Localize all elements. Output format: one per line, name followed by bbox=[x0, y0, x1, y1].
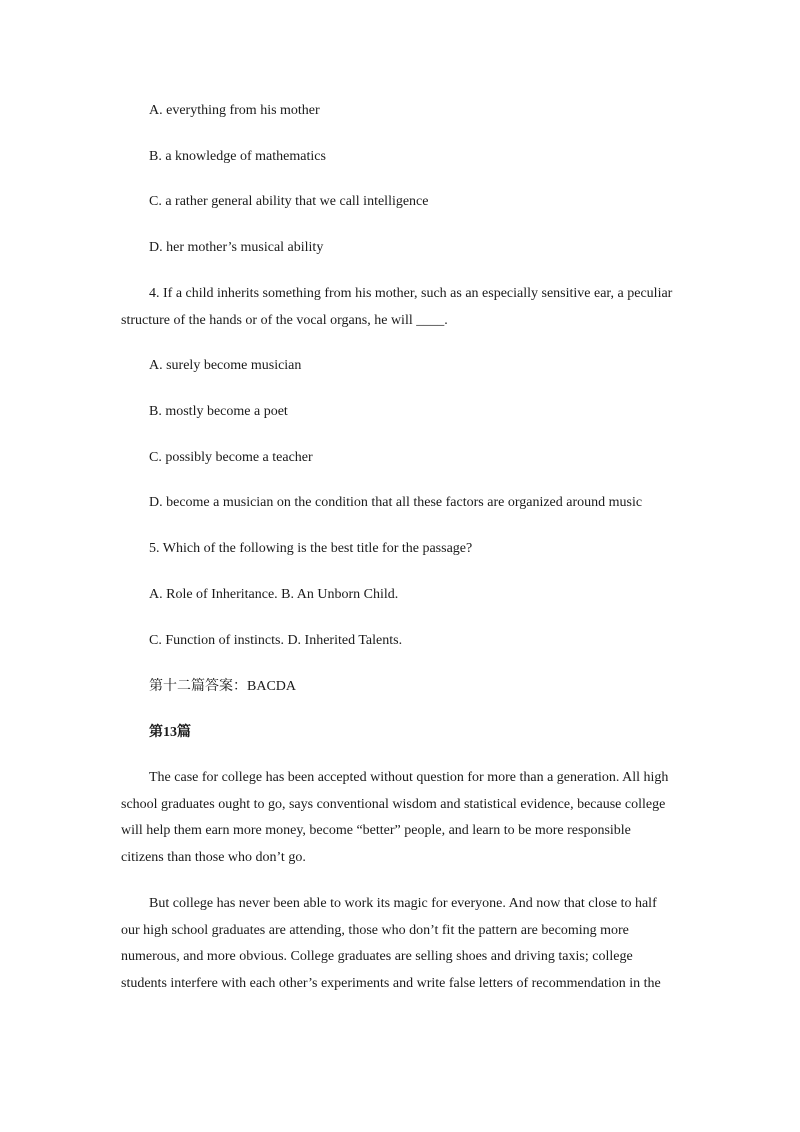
q4-option-d: D. become a musician on the condition that all these factors are organized around music bbox=[149, 495, 643, 510]
passage-p1-line-4: citizens than those who don’t go. bbox=[121, 850, 306, 865]
q4-question-line-2: structure of the hands or of the vocal organs, he will ____. bbox=[121, 313, 448, 328]
q5-question: 5. Which of the following is the best title for the passage? bbox=[149, 541, 473, 556]
q5-options-ab: A. Role of Inheritance. B. An Unborn Child. bbox=[149, 587, 399, 602]
passage-p1-line-2: school graduates ought to go, says conventional wisdom and statistical evidence, because college bbox=[121, 797, 666, 812]
q3-option-a: A. everything from his mother bbox=[149, 103, 320, 118]
q4-option-b: B. mostly become a poet bbox=[149, 404, 288, 419]
q4-question-line-1: 4. If a child inherits something from his mother, such as an especially sensitive ear, a peculiar bbox=[149, 286, 673, 301]
q3-option-b: B. a knowledge of mathematics bbox=[149, 149, 326, 164]
passage-p2-line-4: students interfere with each other’s experiments and write false letters of recommendation in the bbox=[121, 976, 661, 991]
q4-option-c: C. possibly become a teacher bbox=[149, 450, 313, 465]
passage-p2-line-2: our high school graduates are attending, those who don’t fit the pattern are becoming more bbox=[121, 923, 629, 938]
q3-option-d: D. her mother’s musical ability bbox=[149, 240, 324, 255]
q4-option-a: A. surely become musician bbox=[149, 358, 302, 373]
q3-option-c: C. a rather general ability that we call intelligence bbox=[149, 194, 429, 209]
answer-line: 第十二篇答案：BACDA bbox=[149, 679, 297, 694]
passage-p1-line-1: The case for college has been accepted without question for more than a generation. All high bbox=[149, 770, 669, 785]
passage-p2-line-3: numerous, and more obvious. College graduates are selling shoes and driving taxis; college bbox=[121, 949, 633, 964]
passage-p2-line-1: But college has never been able to work its magic for everyone. And now that close to half bbox=[149, 896, 657, 911]
q5-options-cd: C. Function of instincts. D. Inherited Talents. bbox=[149, 633, 403, 648]
passage-p1-line-3: will help them earn more money, become “better” people, and learn to be more responsible bbox=[121, 823, 631, 838]
section-title: 第13篇 bbox=[149, 725, 191, 740]
